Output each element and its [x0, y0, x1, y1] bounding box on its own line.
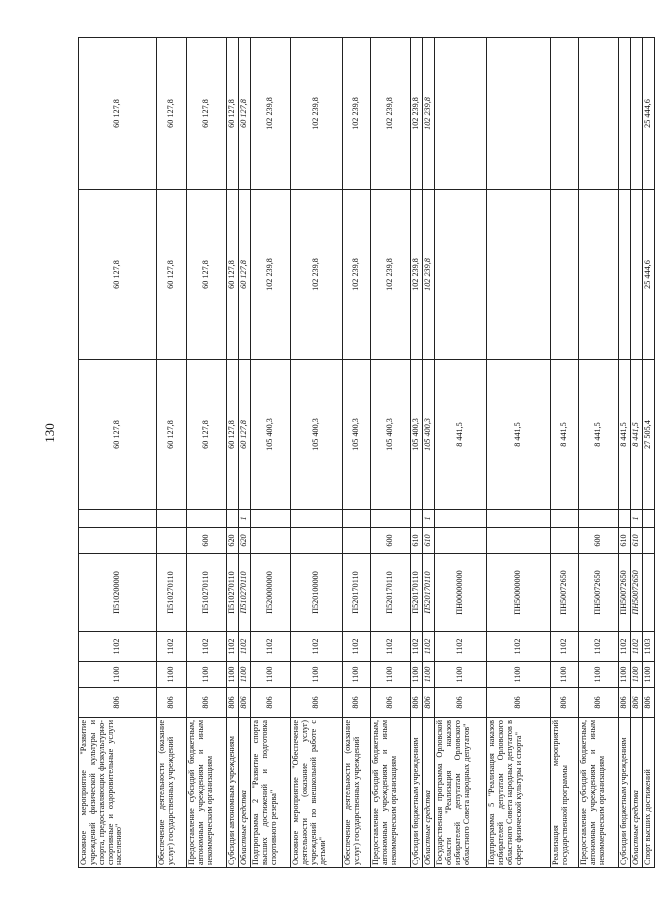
target-article-code: ПН50000000 — [487, 554, 551, 632]
grbs-code: 806 — [157, 688, 187, 718]
amount-year-1: 60 127,8 — [227, 360, 239, 510]
section-code: 1100 — [371, 662, 411, 688]
grbs-code: 806 — [423, 688, 435, 718]
target-article-code: ПН50072650 — [631, 554, 643, 632]
expense-type-code — [643, 528, 655, 554]
section-code: 1100 — [251, 662, 291, 688]
table-row — [643, 38, 655, 868]
amount-year-2: 25 444,6 — [643, 190, 655, 360]
funding-source-code — [291, 510, 343, 528]
amount-year-3: 60 127,8 — [239, 38, 251, 190]
amount-year-3: 25 444,6 — [643, 38, 655, 190]
expense-type-code — [343, 528, 371, 554]
table-row — [343, 38, 371, 868]
expense-type-code — [251, 528, 291, 554]
section-code: 1100 — [643, 662, 655, 688]
target-article-code: ПН50072650 — [619, 554, 631, 632]
expense-type-code — [551, 528, 579, 554]
amount-year-3: 60 127,8 — [79, 38, 157, 190]
table-row — [423, 38, 435, 868]
table-row — [619, 38, 631, 868]
grbs-code: 806 — [435, 688, 487, 718]
amount-year-3: 102 239,8 — [343, 38, 371, 190]
section-code: 1100 — [343, 662, 371, 688]
target-article-code: П510270110 — [227, 554, 239, 632]
funding-source-code — [411, 510, 423, 528]
expense-type-code: 600 — [579, 528, 619, 554]
row-name: Субсидии бюджетным учреждениям — [411, 718, 423, 868]
amount-year-1: 8 441,5 — [551, 360, 579, 510]
row-name: Подпрограмма 5 "Реализация наказов избирателей депутатам Орловского областного Совета народных депутатов в сфере физической культуры и спорта" — [487, 718, 551, 868]
amount-year-2: 60 127,8 — [157, 190, 187, 360]
expense-type-code: 610 — [631, 528, 643, 554]
table-row — [239, 38, 251, 868]
row-name: Областные средства — [631, 718, 643, 868]
amount-year-1: 105 400,3 — [343, 360, 371, 510]
subsection-code: 1102 — [579, 632, 619, 662]
funding-source-code — [371, 510, 411, 528]
grbs-code: 806 — [487, 688, 551, 718]
amount-year-2 — [551, 190, 579, 360]
subsection-code: 1103 — [643, 632, 655, 662]
table-row — [251, 38, 291, 868]
grbs-code: 806 — [187, 688, 227, 718]
target-article-code: П520170110 — [423, 554, 435, 632]
amount-year-3: 102 239,8 — [371, 38, 411, 190]
target-article-code: П510200000 — [79, 554, 157, 632]
row-name: Обеспечение деятельности (оказание услуг) государственных учреждений — [343, 718, 371, 868]
table-row — [631, 38, 643, 868]
row-name: Предоставление субсидий бюджетным, автономным учреждениям и иным некоммерческим организациям — [371, 718, 411, 868]
amount-year-2: 60 127,8 — [187, 190, 227, 360]
subsection-code: 1102 — [631, 632, 643, 662]
amount-year-1: 60 127,8 — [239, 360, 251, 510]
table-row — [291, 38, 343, 868]
subsection-code: 1102 — [157, 632, 187, 662]
amount-year-1: 8 441,5 — [487, 360, 551, 510]
subsection-code: 1102 — [371, 632, 411, 662]
amount-year-2 — [619, 190, 631, 360]
amount-year-2: 102 239,8 — [371, 190, 411, 360]
amount-year-1: 105 400,3 — [251, 360, 291, 510]
expense-type-code: 600 — [187, 528, 227, 554]
grbs-code: 806 — [579, 688, 619, 718]
target-article-code: П520170110 — [371, 554, 411, 632]
target-article-code: ПН50072650 — [579, 554, 619, 632]
grbs-code: 806 — [631, 688, 643, 718]
expense-type-code — [79, 528, 157, 554]
amount-year-1: 105 400,3 — [423, 360, 435, 510]
row-name: Основное мероприятие "Обеспечение деятельности (оказание услуг) учреждений по внешкольной работе с детьми" — [291, 718, 343, 868]
subsection-code: 1102 — [423, 632, 435, 662]
grbs-code: 806 — [643, 688, 655, 718]
amount-year-1: 60 127,8 — [79, 360, 157, 510]
section-code: 1100 — [239, 662, 251, 688]
grbs-code: 806 — [411, 688, 423, 718]
section-code: 1100 — [187, 662, 227, 688]
amount-year-3 — [619, 38, 631, 190]
target-article-code: П520170110 — [411, 554, 423, 632]
amount-year-2: 102 239,8 — [343, 190, 371, 360]
funding-source-code — [619, 510, 631, 528]
section-code: 1100 — [157, 662, 187, 688]
funding-source-code — [643, 510, 655, 528]
funding-source-code — [579, 510, 619, 528]
grbs-code: 806 — [343, 688, 371, 718]
section-code: 1100 — [487, 662, 551, 688]
subsection-code: 1102 — [239, 632, 251, 662]
table-row — [435, 38, 487, 868]
funding-source-code: 1 — [423, 510, 435, 528]
target-article-code: П520000000 — [251, 554, 291, 632]
funding-source-code — [487, 510, 551, 528]
funding-source-code — [251, 510, 291, 528]
funding-source-code: 1 — [239, 510, 251, 528]
table-row — [157, 38, 187, 868]
amount-year-3: 102 239,8 — [411, 38, 423, 190]
subsection-code: 1102 — [619, 632, 631, 662]
row-name: Областные средства — [423, 718, 435, 868]
row-name: Обеспечение деятельности (оказание услуг) государственных учреждений — [157, 718, 187, 868]
row-name: Государственная программа Орловской области "Реализация наказов избирателей депутатам Орловского областного Совета народных депутатов" — [435, 718, 487, 868]
funding-source-code — [227, 510, 239, 528]
amount-year-3: 60 127,8 — [227, 38, 239, 190]
amount-year-2: 60 127,8 — [227, 190, 239, 360]
section-code: 1100 — [619, 662, 631, 688]
amount-year-1: 8 441,5 — [435, 360, 487, 510]
budget-table-rotated — [78, 38, 653, 868]
amount-year-1: 105 400,3 — [411, 360, 423, 510]
row-name: Предоставление субсидий бюджетным, автономным учреждениям и иным некоммерческим организациям — [579, 718, 619, 868]
target-article-code: П510270110 — [187, 554, 227, 632]
amount-year-3: 60 127,8 — [187, 38, 227, 190]
expense-type-code: 620 — [227, 528, 239, 554]
amount-year-3: 102 239,8 — [291, 38, 343, 190]
section-code: 1100 — [411, 662, 423, 688]
expense-type-code: 620 — [239, 528, 251, 554]
funding-source-code — [435, 510, 487, 528]
funding-source-code — [551, 510, 579, 528]
subsection-code: 1102 — [251, 632, 291, 662]
row-name: Субсидии автономным учреждениям — [227, 718, 239, 868]
funding-source-code — [187, 510, 227, 528]
section-code: 1100 — [227, 662, 239, 688]
target-article-code: ПН50072650 — [551, 554, 579, 632]
subsection-code: 1102 — [551, 632, 579, 662]
amount-year-3 — [551, 38, 579, 190]
grbs-code: 806 — [291, 688, 343, 718]
amount-year-1: 8 441,5 — [579, 360, 619, 510]
grbs-code: 806 — [239, 688, 251, 718]
section-code: 1100 — [551, 662, 579, 688]
row-name: Подпрограмма 2 "Развитие спорта высших достижений и подготовка спортивного резерва" — [251, 718, 291, 868]
funding-source-code: 1 — [631, 510, 643, 528]
expense-type-code — [157, 528, 187, 554]
amount-year-1: 105 400,3 — [291, 360, 343, 510]
table-row — [227, 38, 239, 868]
table-row — [371, 38, 411, 868]
amount-year-2 — [631, 190, 643, 360]
section-code: 1100 — [435, 662, 487, 688]
subsection-code: 1102 — [291, 632, 343, 662]
row-name: Основное мероприятие "Развитие учреждений физической культуры и спорта, предоставляющих физкультурно-спортивные и оздоровительные услуги населению" — [79, 718, 157, 868]
amount-year-1: 8 441,5 — [619, 360, 631, 510]
target-article-code — [643, 554, 655, 632]
row-name: Предоставление субсидий бюджетным, автономным учреждениям и иным некоммерческим организациям — [187, 718, 227, 868]
expense-type-code: 610 — [411, 528, 423, 554]
amount-year-1: 105 400,3 — [371, 360, 411, 510]
target-article-code: П510270110 — [239, 554, 251, 632]
amount-year-2: 60 127,8 — [239, 190, 251, 360]
subsection-code: 1102 — [187, 632, 227, 662]
subsection-code: 1102 — [487, 632, 551, 662]
amount-year-3: 102 239,8 — [423, 38, 435, 190]
grbs-code: 806 — [619, 688, 631, 718]
subsection-code: 1102 — [227, 632, 239, 662]
section-code: 1100 — [579, 662, 619, 688]
expense-type-code: 600 — [371, 528, 411, 554]
grbs-code: 806 — [227, 688, 239, 718]
amount-year-1: 8 441,5 — [631, 360, 643, 510]
amount-year-2: 102 239,8 — [411, 190, 423, 360]
table-row — [187, 38, 227, 868]
expense-type-code: 610 — [423, 528, 435, 554]
amount-year-2: 60 127,8 — [79, 190, 157, 360]
amount-year-3: 60 127,8 — [157, 38, 187, 190]
funding-source-code — [343, 510, 371, 528]
amount-year-1: 60 127,8 — [157, 360, 187, 510]
amount-year-3 — [487, 38, 551, 190]
amount-year-1: 60 127,8 — [187, 360, 227, 510]
target-article-code: П510270110 — [157, 554, 187, 632]
funding-source-code — [79, 510, 157, 528]
row-name: Субсидии бюджетным учреждениям — [619, 718, 631, 868]
expense-type-code — [435, 528, 487, 554]
table-row — [487, 38, 551, 868]
table-row — [79, 38, 157, 868]
table-row — [411, 38, 423, 868]
row-name: Спорт высших достижений — [643, 718, 655, 868]
amount-year-2: 102 239,8 — [291, 190, 343, 360]
grbs-code: 806 — [551, 688, 579, 718]
page-number: 130 — [42, 423, 57, 443]
section-code: 1100 — [423, 662, 435, 688]
table-row — [551, 38, 579, 868]
amount-year-2 — [435, 190, 487, 360]
expense-type-code — [487, 528, 551, 554]
grbs-code: 806 — [79, 688, 157, 718]
subsection-code: 1102 — [435, 632, 487, 662]
grbs-code: 806 — [251, 688, 291, 718]
amount-year-3 — [579, 38, 619, 190]
expense-type-code — [291, 528, 343, 554]
amount-year-2: 102 239,8 — [251, 190, 291, 360]
amount-year-2 — [487, 190, 551, 360]
amount-year-1: 27 505,4 — [643, 360, 655, 510]
amount-year-3 — [631, 38, 643, 190]
funding-source-code — [157, 510, 187, 528]
row-name: Реализация мероприятий государственной программы — [551, 718, 579, 868]
subsection-code: 1102 — [79, 632, 157, 662]
target-article-code: П520170110 — [343, 554, 371, 632]
subsection-code: 1102 — [343, 632, 371, 662]
target-article-code: ПН00000000 — [435, 554, 487, 632]
table-row — [579, 38, 619, 868]
grbs-code: 806 — [371, 688, 411, 718]
amount-year-3 — [435, 38, 487, 190]
expense-type-code: 610 — [619, 528, 631, 554]
amount-year-3: 102 239,8 — [251, 38, 291, 190]
row-name: Областные средства — [239, 718, 251, 868]
amount-year-2: 102 239,8 — [423, 190, 435, 360]
section-code: 1100 — [79, 662, 157, 688]
section-code: 1100 — [631, 662, 643, 688]
budget-table — [78, 37, 655, 868]
target-article-code: П520100000 — [291, 554, 343, 632]
section-code: 1100 — [291, 662, 343, 688]
subsection-code: 1102 — [411, 632, 423, 662]
amount-year-2 — [579, 190, 619, 360]
